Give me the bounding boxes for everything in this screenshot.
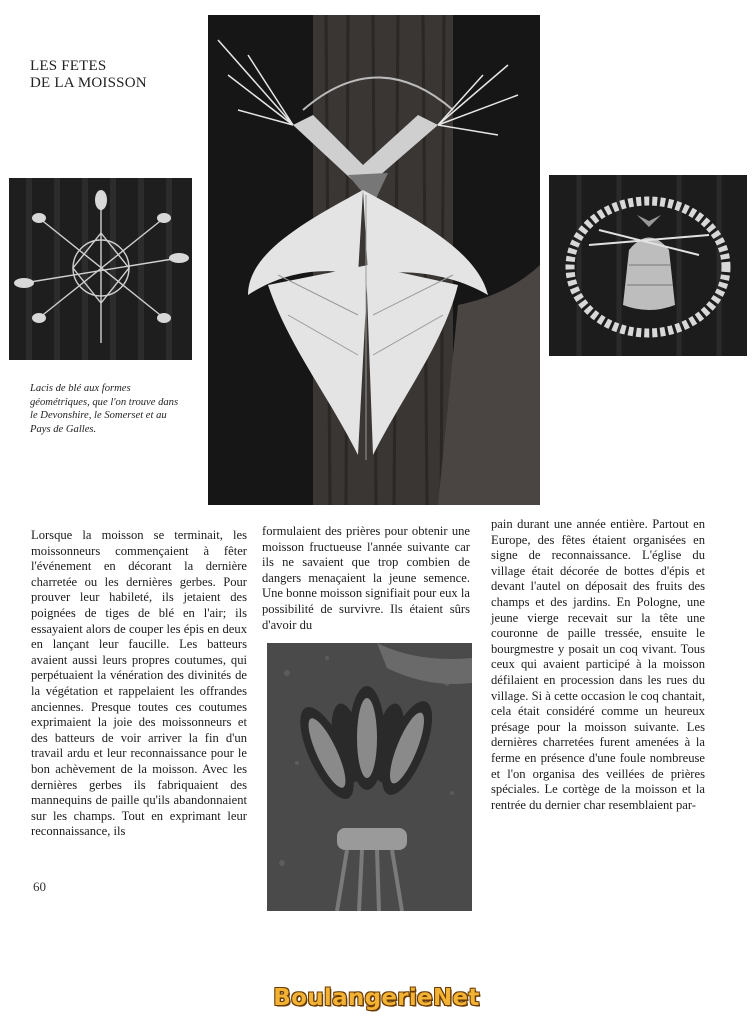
photo-wheat-lattice [9,178,192,360]
figure-caption: Lacis de blé aux formes géométriques, que l'on trouve dans le Devonshire, le Somerset et au Pays de Galles. [30,383,179,435]
article-column-3: pain durant une année entière. Partout en Europe, des fêtes étaient organisées en signe de reconnaissance. L'église du village était décorée de bottes d'épis et devant l'autel on déposait des fruits des champs et des jardins. En Pologne, une jeune vierge recevait sur la tête une couronne de paille tressée, ensuite le bourgmestre y posait un coq vivant. Tous ceux qui avaient participé à la moisson défilaient en procession dans les rues du village. Si à cette occasion le coq chantait, cela était considéré comme un heureux présage pour la moisson suivante. Les dernières charretées furent amenées à la ferme en présence d'une foule nombreuse et l'on organisa des veillées de prières spéciales. Le cortège de la moisson et la rentrée du dernier char resemblaient par- [491,517,705,812]
watermark-logo: BoulangerieNet [273,985,480,1011]
photo-wheat-ornament [208,15,540,505]
photo-carved-sheaf [267,643,472,911]
page-number: 60 [33,879,46,894]
section-title-line2: DE LA MOISSON [30,75,147,91]
section-title-line1: LES FETES [30,58,107,74]
article-column-2: formulaient des prières pour obtenir une moisson fructueuse l'année suivante car ils ne savaient que trop combien de dangers menaçaient la jeune semence. Une bonne moisson signifiait pour eux la possibilité de survivre. Ils étaient sûrs d'avoir du [262,524,470,632]
photo-wheat-wreath [549,175,747,356]
article-column-1: Lorsque la moisson se terminait, les moissonneurs commençaient à fêter l'événement en décorant la dernière charretée ou les dernières gerbes. Pour prouver leur habileté, ils jetaient des poignées de tiges de blé en l'air; ils essayaient alors de couper les épis en deux en lançant leur faucille. Les batteurs avaient aussi leurs propres coutumes, qui perpétuaient la vénération des divinités de la végétation et rappelaient les offrandes anciennes. Presque toutes ces coutumes exprimaient la joie des moissonneurs et des batteurs de voir arriver la fin d'un travail ardu et leur reconnaissance pour le bon achèvement de la moisson. Avec les dernières gerbes ils fabriquaient des mannequins de paille qu'ils abandonnaient sur les champs. Tout en exprimant leur reconnaissance, ils [31,528,247,839]
section-title [30,58,200,92]
